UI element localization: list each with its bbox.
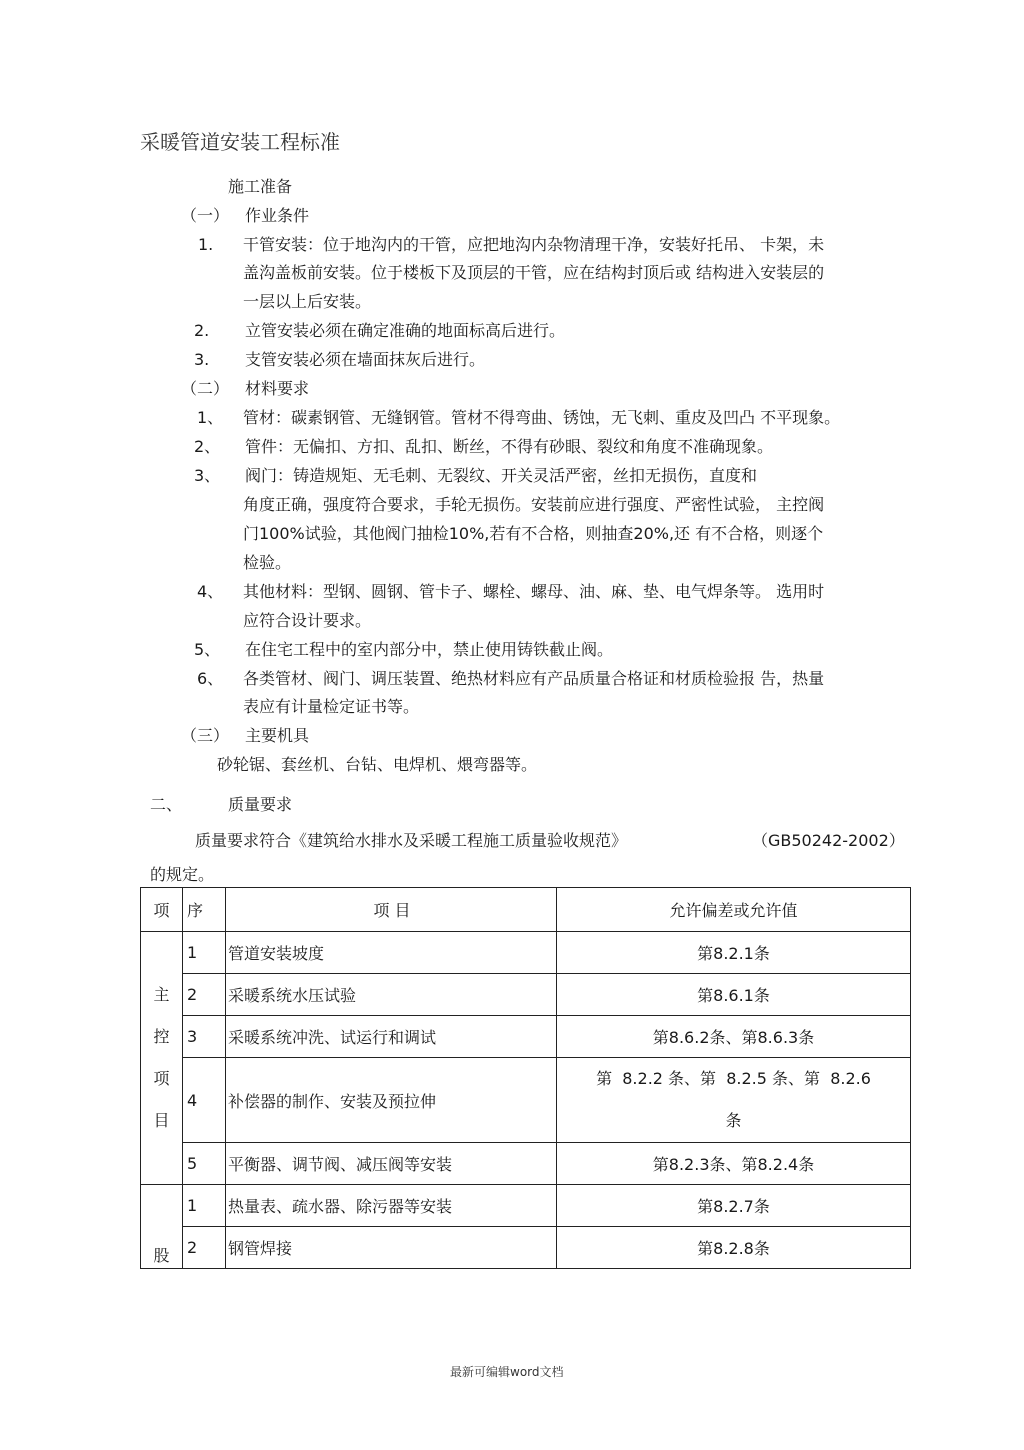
seq-cell: 3 <box>183 1016 226 1058</box>
seq-cell: 2 <box>183 1227 226 1269</box>
seq-cell: 1 <box>183 1185 226 1227</box>
item-number: 5、 <box>194 640 221 659</box>
item-number: 3. <box>194 350 210 369</box>
item-text: 支管安装必须在墙面抹灰后进行。 <box>245 350 486 369</box>
item-cell: 热量表、疏水器、除污器等安装 <box>226 1185 557 1227</box>
item-text: 立管安装必须在确定准确的地面标高后进行。 <box>245 321 566 340</box>
table-row <box>141 974 911 1016</box>
group-label-char: 主 <box>153 985 170 1004</box>
quality-tail: 的规定。 <box>150 865 215 884</box>
sub-heading: 材料要求 <box>245 379 310 398</box>
table-row <box>141 1058 911 1143</box>
item-text: 表应有计量检定证书等。 <box>243 697 420 716</box>
value-cell: 第8.2.8条 <box>557 1227 911 1269</box>
item-cell: 采暖系统水压试验 <box>226 974 557 1016</box>
item-number: 2. <box>194 321 210 340</box>
group-label-main-control <box>141 932 183 1185</box>
item-text: 管件：无偏扣、方扣、乱扣、断丝，不得有砂眼、裂纹和角度不准确现象。 <box>245 437 774 456</box>
item-number: 1. <box>198 235 214 254</box>
header-cell: 项 目 <box>226 888 557 932</box>
table-row <box>141 1143 911 1185</box>
value-line: 条 <box>725 1111 742 1130</box>
section-number: 二、 <box>150 795 183 814</box>
quality-text: 质量要求符合《建筑给水排水及采暖工程施工质量验收规范》 <box>195 831 628 850</box>
value-cell: 第8.6.1条 <box>557 974 911 1016</box>
value-cell: 第8.6.2条、第8.6.3条 <box>557 1016 911 1058</box>
sub-number: （二） <box>181 379 230 398</box>
value-cell: 第8.2.1条 <box>557 932 911 974</box>
table-row <box>141 1227 911 1269</box>
group-label-char: 目 <box>153 1111 170 1130</box>
value-cell: 第8.2.7条 <box>557 1185 911 1227</box>
item-text: 角度正确，强度符合要求，手轮无损伤。安装前应进行强度、严密性试验， 主控阀 <box>243 495 825 514</box>
tools-text: 砂轮锯、套丝机、台钻、电焊机、煨弯器等。 <box>217 755 538 774</box>
group-label-char: 控 <box>153 1027 170 1046</box>
item-text: 在住宅工程中的室内部分中，禁止使用铸铁截止阀。 <box>245 640 614 659</box>
item-cell: 钢管焊接 <box>226 1227 557 1269</box>
item-text: 应符合设计要求。 <box>243 611 372 630</box>
sub-heading: 作业条件 <box>245 206 310 225</box>
quality-table <box>140 887 911 1269</box>
item-text: 其他材料：型钢、圆钢、管卡子、螺栓、螺母、油、麻、垫、电气焊条等。 选用时 <box>243 582 825 601</box>
value-cell: 第8.2.3条、第8.2.4条 <box>557 1143 911 1185</box>
seq-cell: 1 <box>183 932 226 974</box>
item-text: 一层以上后安装。 <box>243 292 372 311</box>
item-number: 2、 <box>194 437 221 456</box>
item-number: 1、 <box>197 408 224 427</box>
sub-heading: 主要机具 <box>245 726 310 745</box>
seq-cell: 5 <box>183 1143 226 1185</box>
item-cell: 管道安装坡度 <box>226 932 557 974</box>
value-line: 第 8.2.2 条、第 8.2.5 条、第 8.2.6 <box>596 1069 871 1088</box>
sub-number: （三） <box>181 726 230 745</box>
footer-note: 最新可编辑word文档 <box>450 1365 564 1379</box>
item-cell: 采暖系统冲洗、试运行和调试 <box>226 1016 557 1058</box>
item-cell: 平衡器、调节阀、减压阀等安装 <box>226 1143 557 1185</box>
table-header-row <box>141 888 911 932</box>
quality-code: （GB50242-2002） <box>752 831 905 850</box>
item-text: 干管安装：位于地沟内的干管，应把地沟内杂物清理干净，安装好托吊、 卡架，未 <box>243 235 825 254</box>
table-row <box>141 1016 911 1058</box>
item-number: 4、 <box>197 582 224 601</box>
item-text: 门100%试验，其他阀门抽检10%,若有不合格，则抽查20%,还 有不合格，则逐个 <box>243 524 824 543</box>
section-heading-prep: 施工准备 <box>228 177 293 196</box>
item-text: 阀门：铸造规矩、无毛刺、无裂纹、开关灵活严密，丝扣无损伤，直度和 <box>245 466 758 485</box>
sub-number: （一） <box>181 206 230 225</box>
header-cell: 项 <box>141 888 183 932</box>
item-text: 各类管材、阀门、调压装置、绝热材料应有产品质量合格证和材质检验报 告，热量 <box>243 669 825 688</box>
item-text: 检验。 <box>243 553 292 572</box>
item-text: 管材：碳素钢管、无缝钢管。管材不得弯曲、锈蚀，无飞刺、重皮及凹凸 不平现象。 <box>243 408 841 427</box>
section-heading-quality: 质量要求 <box>228 795 293 814</box>
value-cell <box>557 1058 911 1143</box>
header-cell: 序 <box>183 888 226 932</box>
item-number: 3、 <box>194 466 221 485</box>
item-number: 6、 <box>197 669 224 688</box>
table-row <box>141 932 911 974</box>
seq-cell: 2 <box>183 974 226 1016</box>
item-cell: 补偿器的制作、安装及预拉伸 <box>226 1058 557 1143</box>
table-row <box>141 1185 911 1227</box>
group-label-char: 项 <box>153 1069 170 1088</box>
page-title: 采暖管道安装工程标准 <box>140 130 340 154</box>
header-cell: 允许偏差或允许值 <box>557 888 911 932</box>
group-label-general: 股 <box>141 1185 183 1269</box>
seq-cell: 4 <box>183 1058 226 1143</box>
item-text: 盖沟盖板前安装。位于楼板下及顶层的干管，应在结构封顶后或 结构进入安装层的 <box>243 263 825 282</box>
